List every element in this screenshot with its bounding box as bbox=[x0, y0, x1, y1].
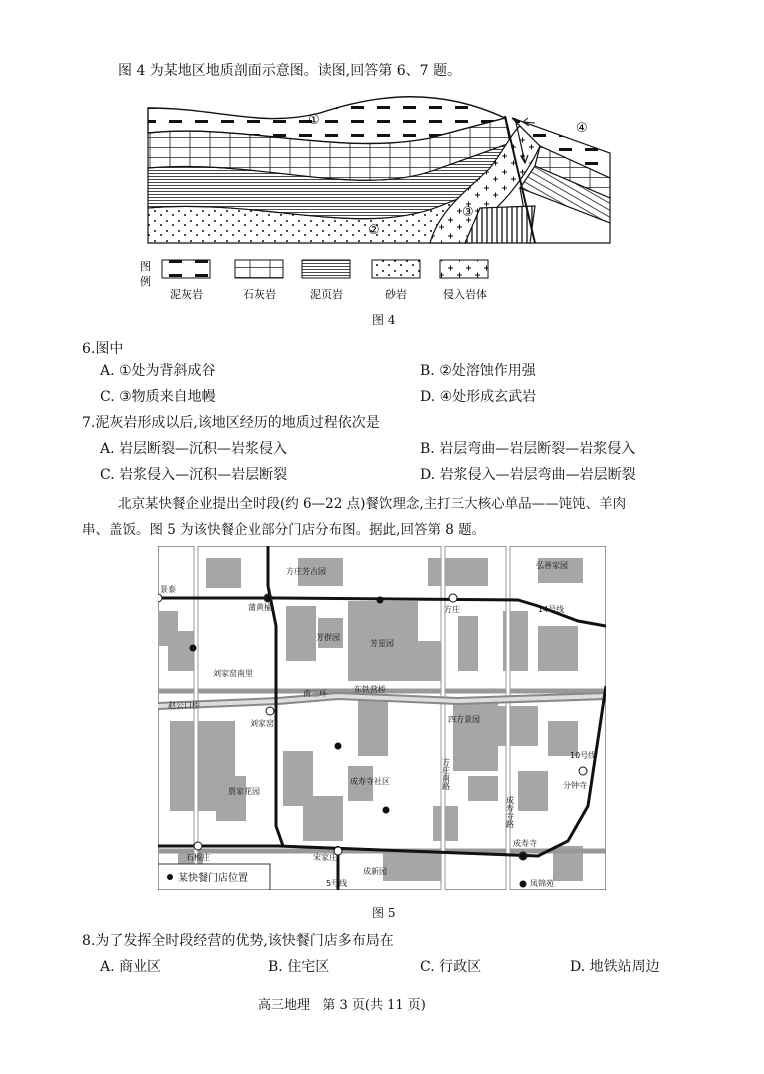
mark-1: ① bbox=[308, 113, 320, 128]
q6-stem: 6.图中 bbox=[82, 341, 124, 357]
label-fzfg: 方庄芳古园 bbox=[286, 567, 326, 576]
q7-option-d[interactable]: D. 岩浆侵入—岩层弯曲—岩层断裂 bbox=[420, 467, 636, 483]
label-nsh: 南三环 bbox=[303, 689, 327, 698]
mark-2: ② bbox=[368, 223, 380, 238]
label-fz: 方庄 bbox=[444, 605, 460, 614]
q8-option-b[interactable]: B. 住宅区 bbox=[268, 959, 330, 975]
label-line14: 14号线 bbox=[538, 605, 565, 614]
q8-stem: 8.为了发挥全时段经营的优势,该快餐门店多布局在 bbox=[82, 933, 394, 949]
mark-4: ④ bbox=[576, 121, 588, 136]
intro-fig5-line2: 串、盖饭。图 5 为该快餐企业部分门店分布图。据此,回答第 8 题。 bbox=[82, 522, 486, 538]
q6-option-b[interactable]: B. ②处溶蚀作用强 bbox=[420, 363, 536, 379]
legend-title-2: 例 bbox=[140, 275, 151, 288]
label-fxy: 芳星园 bbox=[370, 639, 394, 648]
q8-option-c[interactable]: C. 行政区 bbox=[420, 959, 482, 975]
label-jjhy: 贾家花园 bbox=[228, 787, 260, 796]
label-line10: 10号线 bbox=[570, 751, 597, 760]
label-sjz: 宋家庄 bbox=[313, 853, 337, 862]
q6-option-d[interactable]: D. ④处形成玄武岩 bbox=[420, 389, 537, 405]
legend-shale: 泥页岩 bbox=[310, 288, 343, 301]
fig4-caption: 图 4 bbox=[372, 313, 396, 327]
label-line5: 5号线 bbox=[326, 879, 348, 888]
label-fzj: 分钟寺 bbox=[563, 781, 587, 790]
q7-stem: 7.泥灰岩形成以后,该地区经历的地质过程依次是 bbox=[82, 415, 380, 431]
q6-option-c[interactable]: C. ③物质来自地幔 bbox=[100, 389, 216, 405]
fig5-caption: 图 5 bbox=[372, 906, 396, 920]
legend-intrusion: 侵入岩体 bbox=[443, 288, 487, 301]
label-hsjy: 弘善家园 bbox=[536, 561, 568, 570]
page-footer: 高三地理 第 3 页(共 11 页) bbox=[258, 998, 426, 1013]
fig5-legend-label: 某快餐门店位置 bbox=[178, 873, 248, 884]
fig5-store-map bbox=[158, 546, 606, 890]
label-ljy: 刘家窑 bbox=[250, 719, 274, 728]
label-sls: 石榴庄 bbox=[186, 853, 210, 862]
label-csxq: 成寿寺社区 bbox=[350, 777, 390, 786]
label-sjjy: 四方景园 bbox=[448, 715, 480, 724]
label-phq: 蒲黄榆 bbox=[248, 603, 272, 612]
label-fznl: 方庄南路 bbox=[441, 758, 451, 790]
label-ljsnl: 刘家窑南里 bbox=[213, 669, 253, 678]
label-zgkq: 赵公口桥 bbox=[168, 701, 200, 710]
mark-3: ③ bbox=[462, 205, 474, 220]
legend-sandstone: 砂岩 bbox=[385, 288, 407, 301]
label-jt: 景泰 bbox=[160, 585, 176, 594]
q6-option-a[interactable]: A. ①处为背斜成谷 bbox=[100, 363, 216, 379]
q7-option-c[interactable]: C. 岩浆侵入—沉积—岩层断裂 bbox=[100, 467, 288, 483]
label-cxy: 成新园 bbox=[363, 867, 387, 876]
legend-limestone: 石灰岩 bbox=[243, 288, 276, 301]
q8-option-d[interactable]: D. 地铁站周边 bbox=[570, 959, 660, 975]
legend-marl: 泥灰岩 bbox=[170, 288, 203, 301]
q8-option-a[interactable]: A. 商业区 bbox=[100, 959, 162, 975]
label-fqy: 芳群园 bbox=[316, 633, 340, 642]
label-css: 成寿寺 bbox=[513, 839, 537, 848]
legend-title-1: 图 bbox=[140, 260, 151, 273]
label-cssl: 成寿寺路 bbox=[505, 796, 515, 828]
intro-fig5-line1: 北京某快餐企业提出全时段(约 6—22 点)餐饮理念,主打三大核心单品——饨饨、羊肉 bbox=[118, 496, 627, 512]
q7-option-a[interactable]: A. 岩层断裂—沉积—岩浆侵入 bbox=[100, 441, 288, 457]
fig4-geology-section bbox=[140, 88, 620, 308]
label-fjh: 凤锦苑 bbox=[530, 879, 554, 888]
label-dtyq: 东铁营桥 bbox=[354, 685, 386, 694]
intro-fig4: 图 4 为某地区地质剖面示意图。读图,回答第 6、7 题。 bbox=[118, 63, 461, 79]
q7-option-b[interactable]: B. 岩层弯曲—岩层断裂—岩浆侵入 bbox=[420, 441, 636, 457]
